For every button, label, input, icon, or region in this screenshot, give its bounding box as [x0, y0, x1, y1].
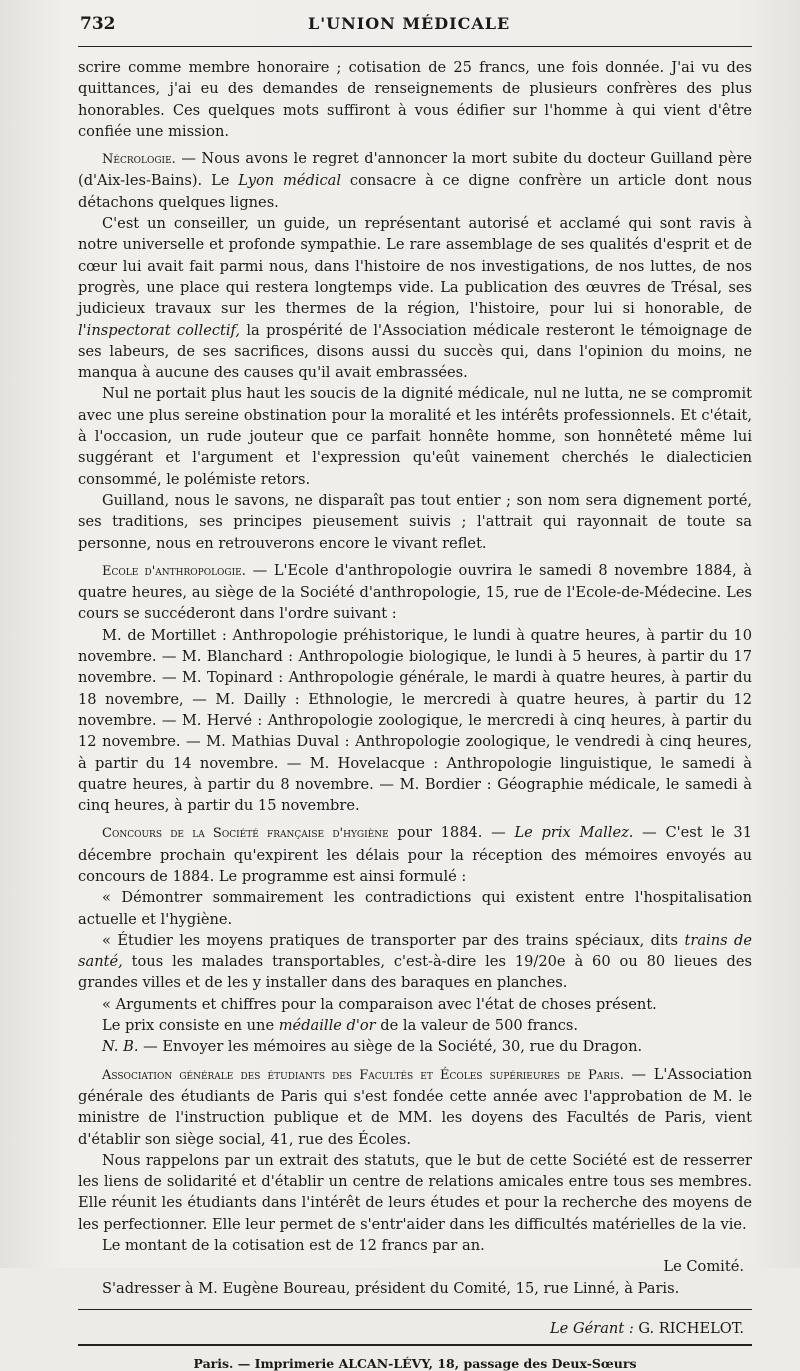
necrologie-paragraph-3: Nul ne portait plus haut les soucis de la dignité médicale, nul ne lutta, ne se compromit avec une plus sereine obstination pour la moralité et les intérêts professionnels. Et c'était, à l'occasion, un rude jouteur que ce parfait honnête homme, son honnêteté même lui suggérant et l'argument et l'expression qu'eût vainement cherchés le dialecticien consommé, le polémiste retors. — [78, 385, 752, 488]
association-paragraph: Association générale des étudiants des Facultés et Écoles supérieures de Paris. — L'Association générale des étudiants de Paris qui s'est fondée cette année avec l'approbation de M. le ministre de l'instruction publique et de MM. les doyens des Facultés de Paris, vient d'établir son siège social, 41, rue des Écoles. — [78, 1065, 752, 1148]
header-rule — [78, 46, 752, 47]
concours-question-2: « Étudier les moyens pratiques de transporter par des trains spéciaux, dits trains de santé, tous les malades transportables, c'est-à-dire les 19/20e à 60 ou 80 lieues des grandes villes et de les y installer dans des baraques en planches. — [78, 931, 752, 992]
running-title: L'UNION MÉDICALE — [308, 14, 511, 33]
necrologie-paragraph: Nécrologie. — Nous avons le regret d'annoncer la mort subite du docteur Guilland père (d'Aix-les-Bains). Le Lyon médical consacre à ce digne confrère un article dont nous détachons quelques lignes. — [78, 150, 752, 211]
association-cotisation: Le montant de la cotisation est de 12 francs par an. — [102, 1237, 485, 1255]
association-signature: Le Comité. — [663, 1258, 744, 1276]
body-text — [78, 57, 752, 1299]
association-heading: Association générale des étudiants des Facultés et Écoles supérieures de Paris. — [102, 1067, 624, 1083]
association-address: S'adresser à M. Eugène Boureau, président du Comité, 15, rue Linné, à Paris. — [102, 1279, 680, 1297]
necrologie-heading: Nécrologie. — [102, 152, 176, 168]
concours-nb: N. B. — Envoyer les mémoires au siège de la Société, 30, rue du Dragon. — [102, 1038, 643, 1056]
concours-question-3: « Arguments et chiffres pour la comparaison avec l'état de choses présent. — [102, 995, 657, 1013]
printer-imprint: Paris. — Imprimerie ALCAN-LÉVY, 18, passage des Deux-Sœurs — [193, 1355, 637, 1371]
concours-heading: Concours de la Société française d'hygiène — [102, 826, 389, 842]
gerant-line: Le Gérant : G. RICHELOT. — [549, 1319, 744, 1337]
imprint-rule — [78, 1344, 752, 1346]
ecole-heading: Ecole d'anthropologie. — [102, 563, 246, 579]
necrologie-paragraph-2: C'est un conseiller, un guide, un représentant autorisé et acclamé qui sont ravis à notre universelle et profonde sympathie. Le rare assemblage de ses qualités d'esprit et de cœur lui avait fait parmi nous, dans l'histoire de nos investigations, de nos luttes, de nos progrès, une place qui restera longtemps vide. La publication des œuvres de Trésal, ses judicieux travaux sur les thermes de la région, l'histoire, pour lui si honorable, de l'inspectorat collectif, la prospérité de l'Association médicale resteront le témoignage de ses labeurs, de ses sacrifices, disons aussi du succès qui, dans l'opinion du moins, ne manqua à aucune des causes qu'il avait embrassées. — [78, 215, 753, 382]
concours-prize: Le prix consiste en une médaille d'or de la valeur de 500 francs. — [102, 1017, 579, 1035]
ecole-paragraph: Ecole d'anthropologie. — L'Ecole d'anthropologie ouvrira le samedi 8 novembre 1884, à quatre heures, au siège de la Société d'anthropologie, 15, rue de l'Ecole-de-Médecine. Les cours se succéderont dans l'ordre suivant : — [78, 561, 752, 623]
journal-name: Lyon médical — [238, 172, 342, 190]
footer-rule — [78, 1309, 752, 1310]
page-number: 732 — [80, 14, 116, 34]
necrologie-paragraph-4: Guilland, nous le savons, ne disparaît pas tout entier ; son nom sera dignement porté, ses traditions, ses principes pieusement suivis ; l'attrait qui rayonnait de toute sa personne, nous en retrouverons encore le vivant reflet. — [78, 491, 752, 552]
paragraph-continuation: scrire comme membre honoraire ; cotisation de 25 francs, une fois donnée. J'ai vu des quittances, j'ai eu des demandes de renseignements de plusieurs confrères des plus honorables. Ces quelques mots suffiront à vous édifier sur l'homme à qui vient d'être confiée une mission. — [78, 59, 752, 140]
ecole-courses-paragraph: M. de Mortillet : Anthropologie préhistorique, le lundi à quatre heures, à partir du 10 novembre. — M. Blanchard : Anthropologie biologique, le lundi à 5 heures, à partir du 17 novembre. — M. Topinard : Anthropologie générale, le mardi à quatre heures, à partir du 18 novembre, — M. Dailly : Ethnologie, le mercredi à quatre heures, à partir du 12 novembre. — M. Hervé : Anthropologie zoologique, le mercredi à cinq heures, à partir du 12 novembre. — M. Mathias Duval : Anthropologie zoologique, le vendredi à cinq heures, à partir du 14 novembre. — M. Hovelacque : Anthropologie linguistique, le samedi à quatre heures, à partir du 8 novembre. — M. Bordier : Géographie médicale, le samedi à cinq heures, à partir du 15 novembre. — [78, 626, 752, 815]
concours-question-1: « Démontrer sommairement les contradictions qui existent entre l'hospitalisation actuelle et l'hygiène. — [78, 889, 752, 928]
concours-paragraph: Concours de la Société française d'hygiène pour 1884. — Le prix Mallez. — C'est le 31 décembre prochain qu'expirent les délais pour la réception des mémoires envoyés au concours de 1884. Le programme est ainsi formulé : — [78, 824, 753, 885]
page-header — [78, 14, 752, 44]
association-paragraph-2: Nous rappelons par un extrait des statuts, que le but de cette Société est de resserrer les liens de solidarité et d'établir un centre de relations amicales entre tous ses membres. Elle réunit les étudiants dans l'intérêt de leurs études et pour la recherche des moyens de les perfectionner. Elle leur permet de s'entr'aider dans les difficultés matérielles de la vie. — [78, 1151, 752, 1233]
prix-mallez: Le prix Mallez. — [514, 824, 634, 842]
